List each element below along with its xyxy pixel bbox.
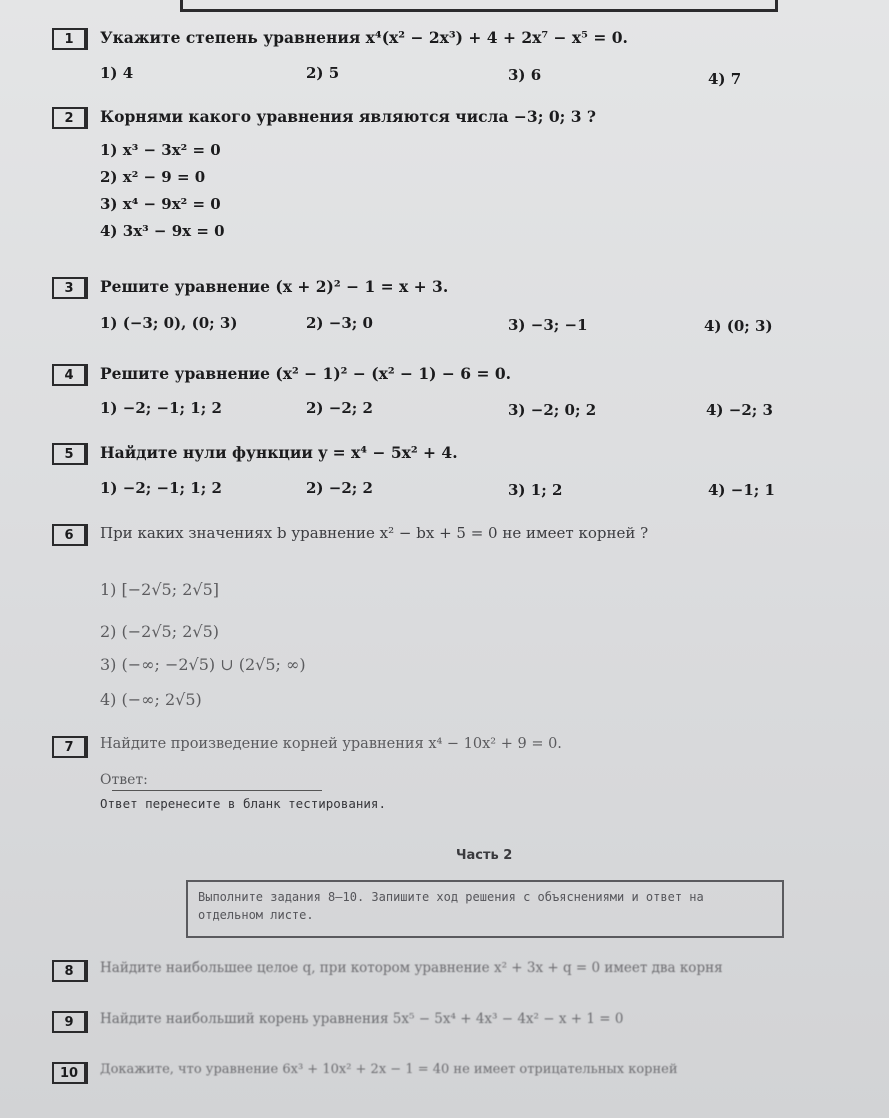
option-1: 1) −2; −1; 1; 2 xyxy=(100,479,222,497)
task-number: 6 xyxy=(52,524,88,546)
option-3: 3) −3; −1 xyxy=(508,316,588,334)
option-1: 1) x³ − 3x² = 0 xyxy=(100,141,221,159)
option-3: 3) −2; 0; 2 xyxy=(508,401,597,419)
option-4: 4) −2; 3 xyxy=(706,401,773,419)
part-2-title: Часть 2 xyxy=(456,848,513,863)
option-1: 1) [−2√5; 2√5] xyxy=(100,580,219,599)
task-question: Найдите наибольший корень уравнения 5x⁵ − 5x⁴ + 4x³ − 4x² − x + 1 = 0 xyxy=(100,1011,624,1027)
task-number: 8 xyxy=(52,960,88,982)
task-question: Найдите нули функции y = x⁴ − 5x² + 4. xyxy=(100,443,458,462)
option-4: 4) −1; 1 xyxy=(708,481,775,499)
option-3: 3) (−∞; −2√5) ∪ (2√5; ∞) xyxy=(100,655,306,674)
option-4: 4) (0; 3) xyxy=(704,317,773,335)
option-2: 2) −2; 2 xyxy=(306,479,373,497)
task-question: Укажите степень уравнения x⁴(x² − 2x³) + 4 + 2x⁷ − x⁵ = 0. xyxy=(100,28,628,47)
option-3: 3) x⁴ − 9x² = 0 xyxy=(100,195,221,213)
task-number: 10 xyxy=(52,1062,88,1084)
option-2: 2) (−2√5; 2√5) xyxy=(100,622,219,641)
task-question: Решите уравнение (x² − 1)² − (x² − 1) − 6 = 0. xyxy=(100,364,512,383)
task-number: 2 xyxy=(52,107,88,129)
option-4: 4) 3x³ − 9x = 0 xyxy=(100,222,225,240)
task-question: Решите уравнение (x + 2)² − 1 = x + 3. xyxy=(100,277,449,296)
task-number: 7 xyxy=(52,736,88,758)
option-3: 3) 1; 2 xyxy=(508,481,563,499)
option-1: 1) −2; −1; 1; 2 xyxy=(100,399,222,417)
transfer-note: Ответ перенесите в бланк тестирования. xyxy=(100,796,386,811)
task-question: Найдите наибольшее целое q, при котором уравнение x² + 3x + q = 0 имеет два корня xyxy=(100,960,723,976)
option-2: 2) −3; 0 xyxy=(306,314,373,332)
top-frame-border xyxy=(180,0,778,12)
option-1: 1) 4 xyxy=(100,64,134,82)
task-question: Найдите произведение корней уравнения x⁴ − 10x² + 9 = 0. xyxy=(100,736,562,752)
answer-blank-line xyxy=(112,790,322,791)
task-question: Корнями какого уравнения являются числа −3; 0; 3 ? xyxy=(100,107,596,126)
task-number: 5 xyxy=(52,443,88,465)
task-question: Докажите, что уравнение 6x³ + 10x² + 2x − 1 = 40 не имеет отрицательных корней xyxy=(100,1062,678,1077)
task-number: 3 xyxy=(52,277,88,299)
option-2: 2) x² − 9 = 0 xyxy=(100,168,206,186)
task-question: При каких значениях b уравнение x² − bx + 5 = 0 не имеет корней ? xyxy=(100,524,649,542)
task-number: 4 xyxy=(52,364,88,386)
option-1: 1) (−3; 0), (0; 3) xyxy=(100,314,238,332)
task-number: 1 xyxy=(52,28,88,50)
option-3: 3) 6 xyxy=(508,66,542,84)
option-2: 2) −2; 2 xyxy=(306,399,373,417)
option-4: 4) (−∞; 2√5) xyxy=(100,690,202,709)
task-number: 9 xyxy=(52,1011,88,1033)
option-4: 4) 7 xyxy=(708,70,742,88)
answer-label: Ответ: xyxy=(100,772,148,788)
option-2: 2) 5 xyxy=(306,64,340,82)
part-2-instructions: Выполните задания 8—10. Запишите ход решения с объяснениями и ответ на отдельном листе. xyxy=(186,880,784,938)
